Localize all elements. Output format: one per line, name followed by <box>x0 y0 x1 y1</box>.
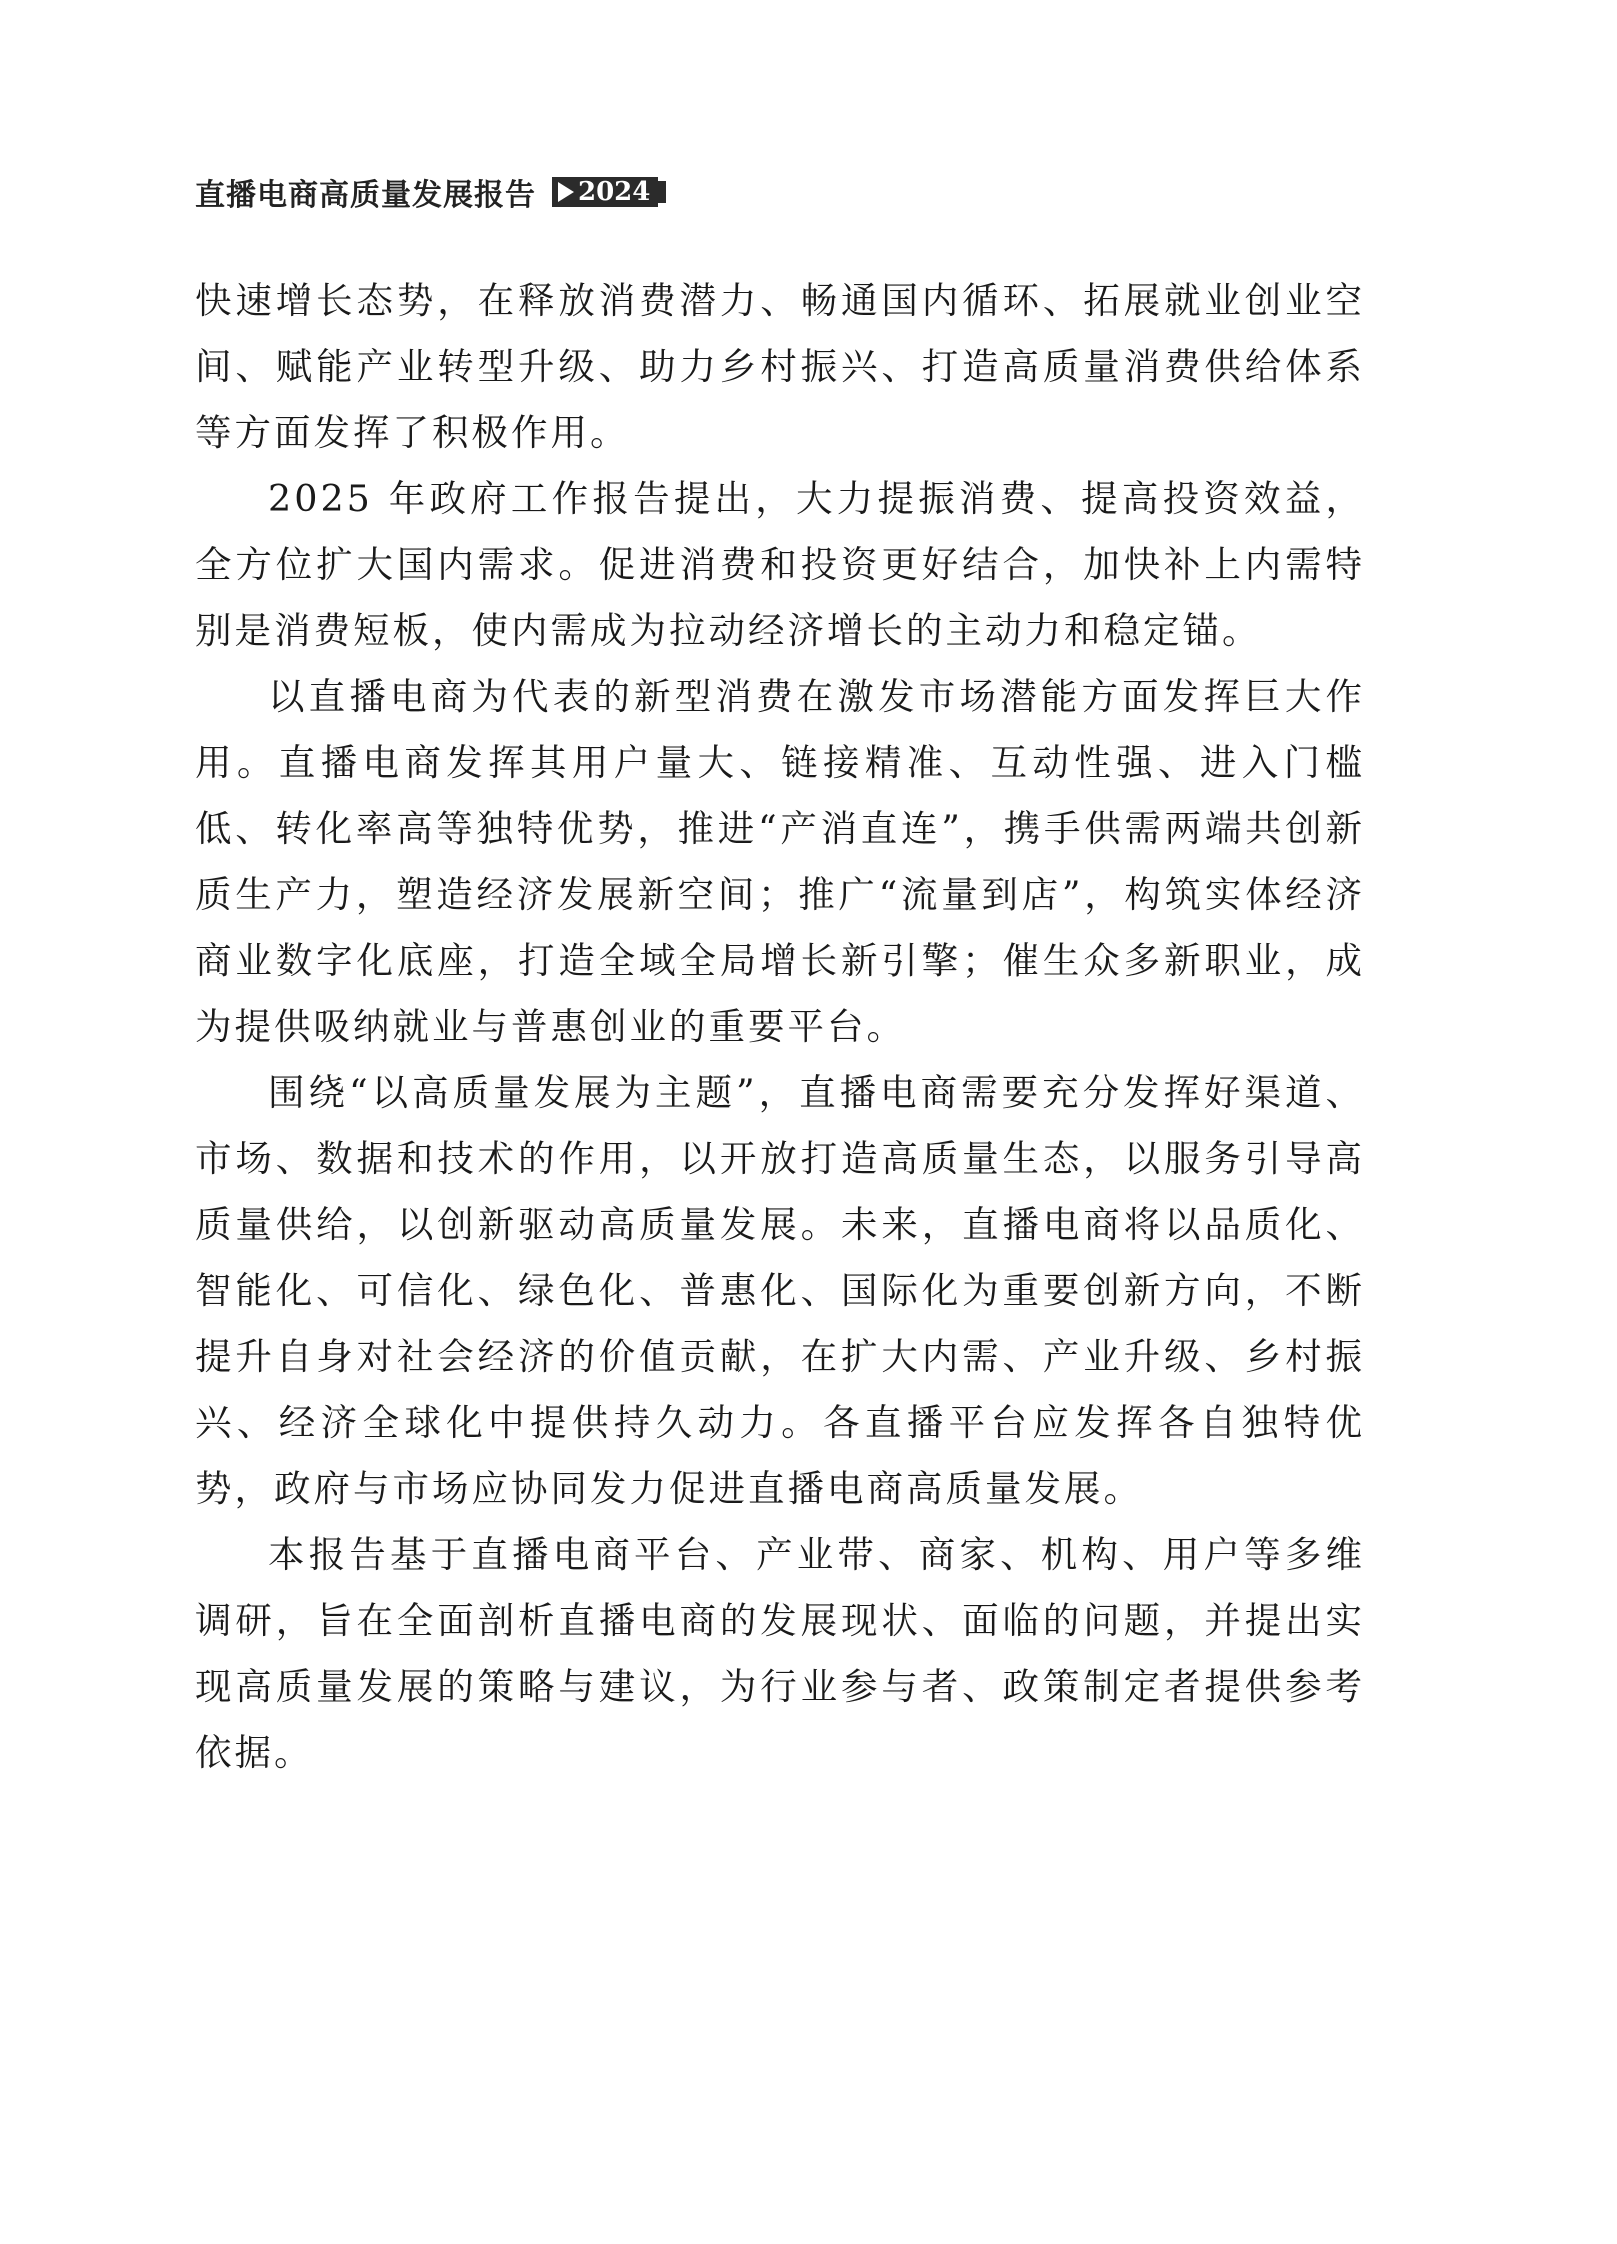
play-arrow-icon <box>558 182 574 202</box>
year-badge <box>552 177 658 207</box>
report-title: 直播电商高质量发展报告 <box>195 178 536 213</box>
year-label: 2024 <box>578 177 651 207</box>
paragraph-new-consumption: 以直播电商为代表的新型消费在激发市场潜能方面发挥巨大作用。直播电商发挥其用户量大、链接精准、互动性强、进入门槛低、转化率高等独特优势，推进“产消直连”，携手供需两端共创新质生产力，塑造经济发展新空间；推广“流量到店”，构筑实体经济商业数字化底座，打造全域全局增长新引擎；催生众多新职业，成为提供吸纳就业与普惠创业的重要平台。 <box>195 675 1365 1048</box>
paragraph-continuation: 快速增长态势，在释放消费潜力、畅通国内循环、拓展就业创业空间、赋能产业转型升级、助力乡村振兴、打造高质量消费供给体系等方面发挥了积极作用。 <box>195 279 1365 454</box>
paragraph-government-report: 2025 年政府工作报告提出，大力提振消费、提高投资效益，全方位扩大国内需求。促进消费和投资更好结合，加快补上内需特别是消费短板，使内需成为拉动经济增长的主动力和稳定锚。 <box>195 477 1365 652</box>
paragraph-report-purpose: 本报告基于直播电商平台、产业带、商家、机构、用户等多维调研，旨在全面剖析直播电商的发展现状、面临的问题，并提出实现高质量发展的策略与建议，为行业参与者、政策制定者提供参考依据。 <box>195 1533 1365 1774</box>
body-text <box>195 268 1365 1786</box>
running-header <box>195 172 658 212</box>
paragraph-high-quality-theme: 围绕“以高质量发展为主题”，直播电商需要充分发挥好渠道、市场、数据和技术的作用，以开放打造高质量生态，以服务引导高质量供给，以创新驱动高质量发展。未来，直播电商将以品质化、智能化、可信化、绿色化、普惠化、国际化为重要创新方向，不断提升自身对社会经济的价值贡献，在扩大内需、产业升级、乡村振兴、经济全球化中提供持久动力。各直播平台应发挥各自独特优势，政府与市场应协同发力促进直播电商高质量发展。 <box>195 1071 1365 1510</box>
